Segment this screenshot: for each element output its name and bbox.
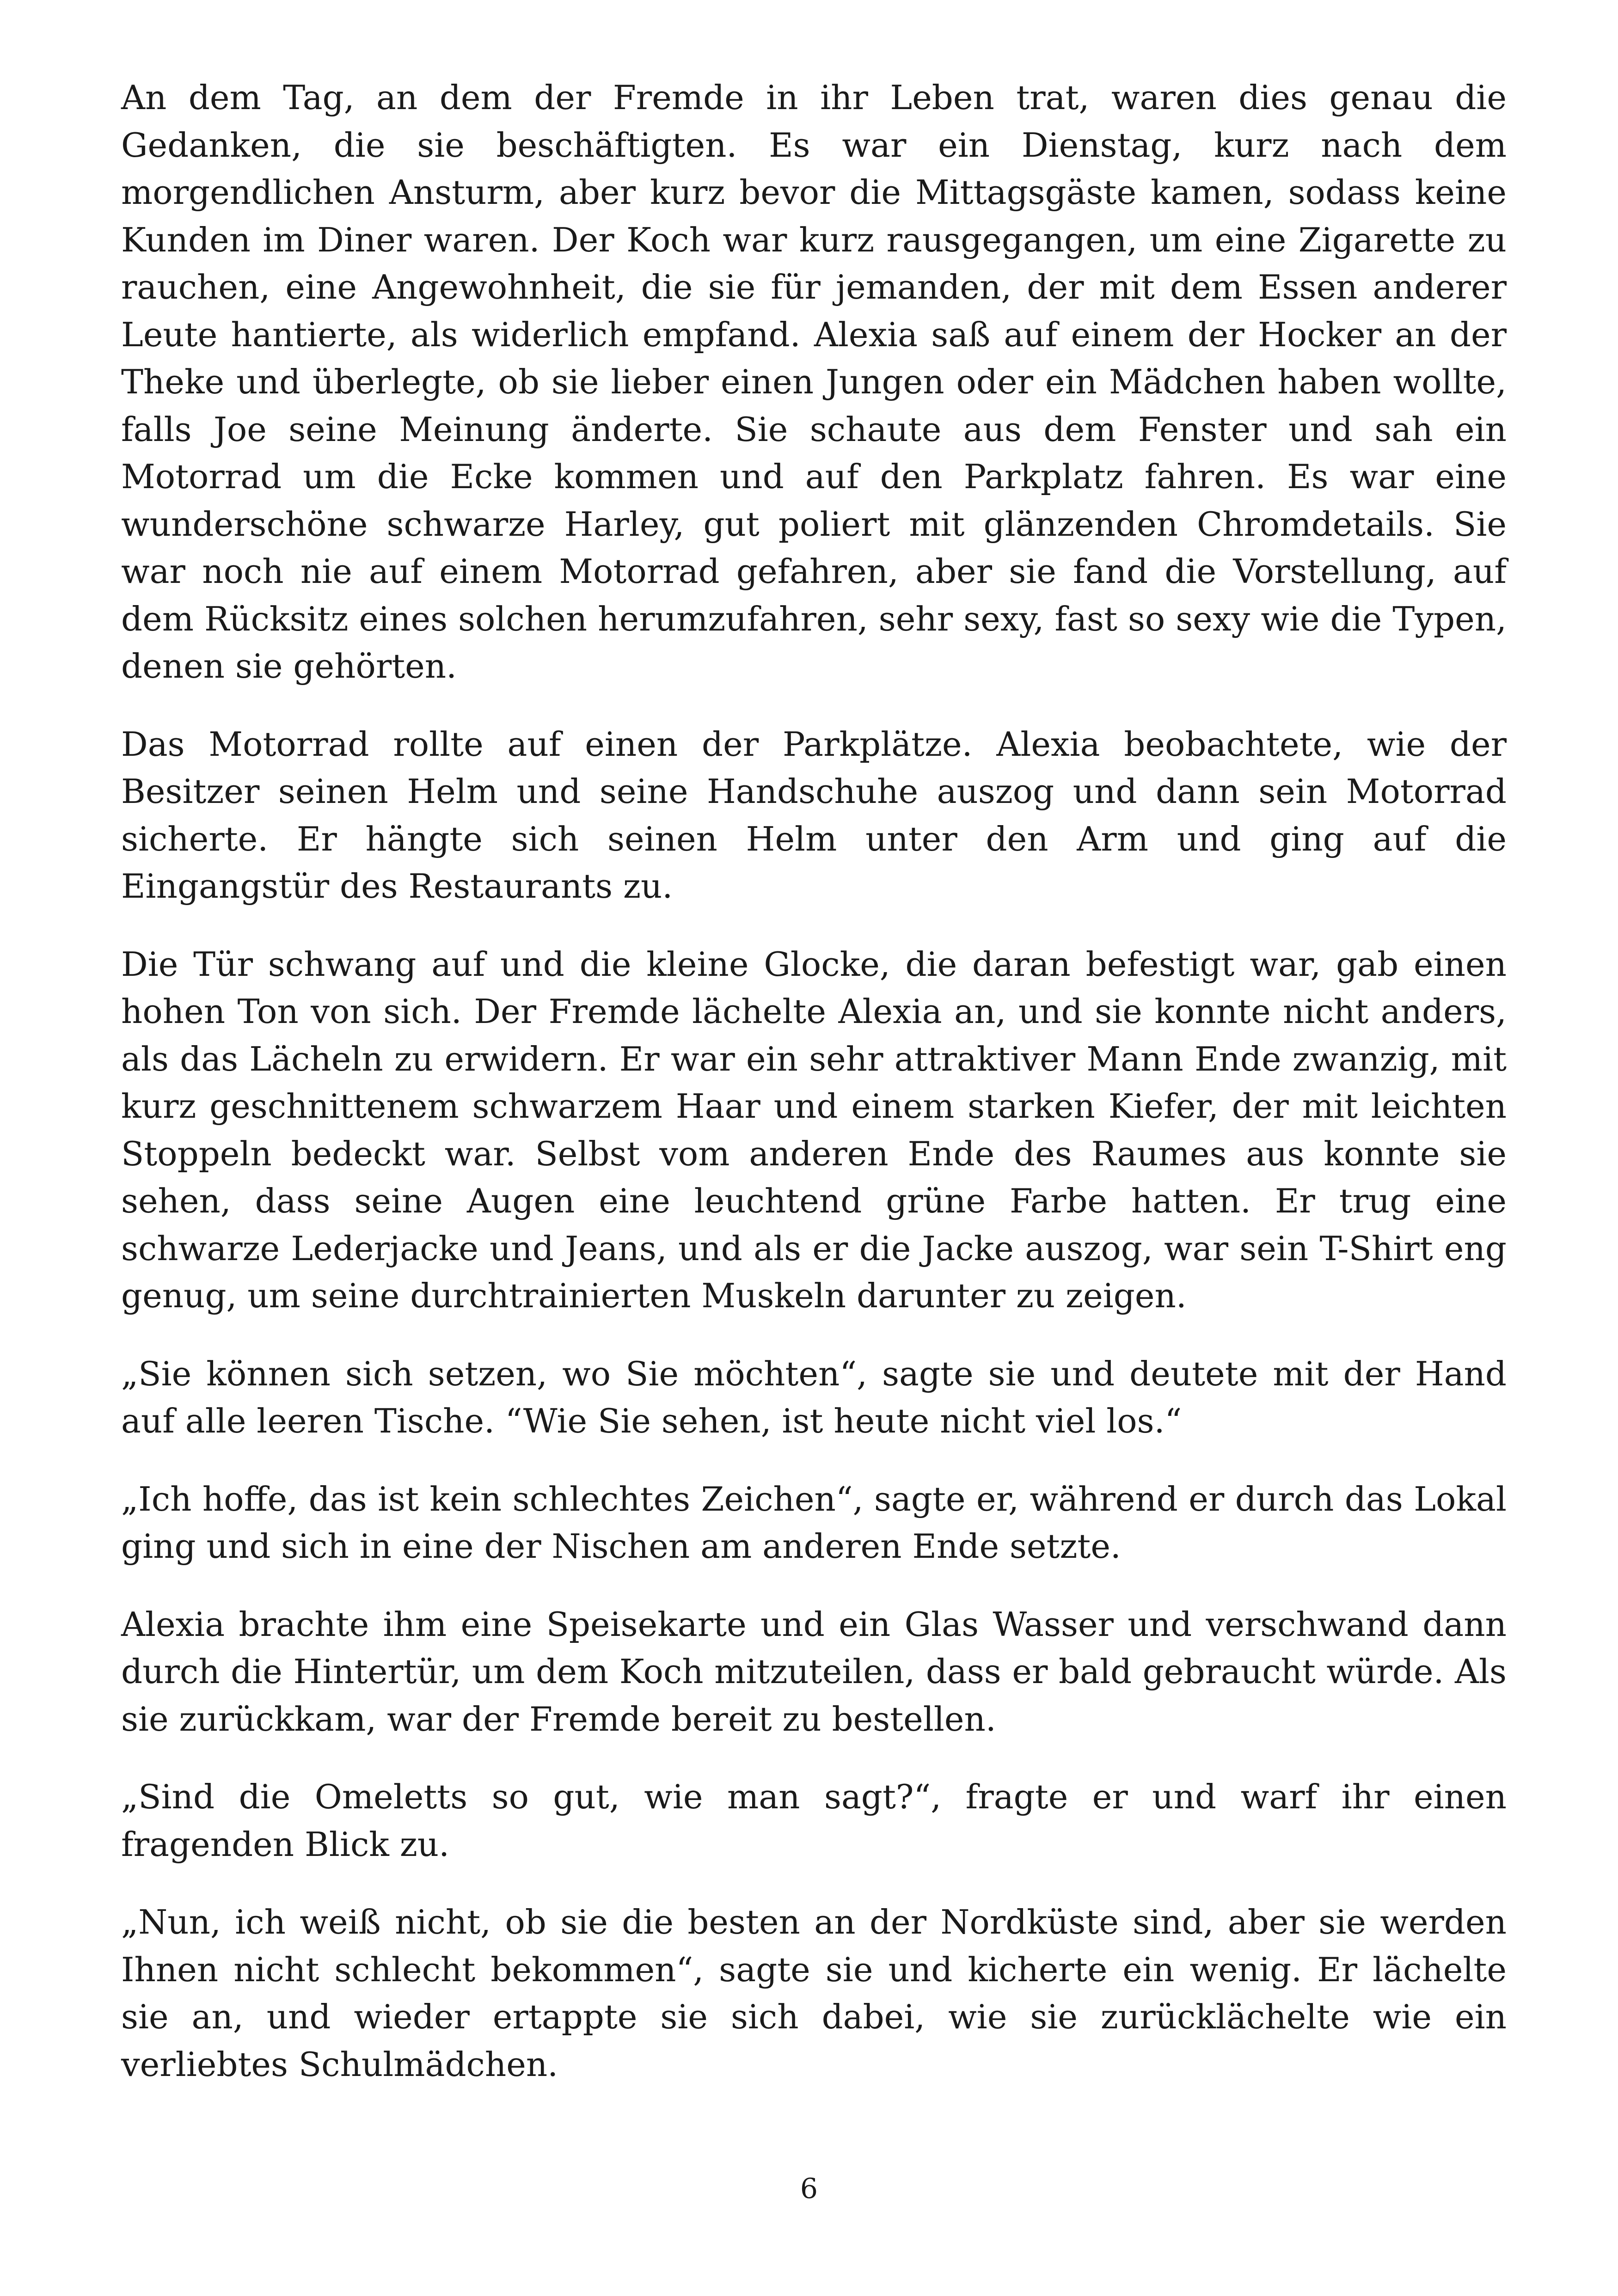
body-text [121, 74, 1507, 2118]
paragraph-7: „Sind die Omeletts so gut, wie man sagt?“, fragte er und warf ihr einen fragenden Blick zu. [121, 1777, 1507, 1864]
paragraph-5: „Ich hoffe, das ist kein schlechtes Zeichen“, sagte er, während er durch das Lokal ging und sich in eine der Nischen am anderen Ende setzte. [121, 1479, 1507, 1566]
paragraph-1: An dem Tag, an dem der Fremde in ihr Leben trat, waren dies genau die Gedanken, die sie beschäftigten. Es war ein Dienstag, kurz nach dem morgendlichen Ansturm, aber kurz bevor die Mittagsgäste kamen, sodass keine Kunden im Diner waren. Der Koch war kurz rausgegangen, um eine Zigarette zu rauchen, eine Angewohnheit, die sie für jemanden, der mit dem Essen anderer Leute hantierte, als widerlich empfand. Alexia saß auf einem der Hocker an der Theke und überlegte, ob sie lieber einen Jungen oder ein Mädchen haben wollte, falls Joe seine Meinung änderte. Sie schaute aus dem Fenster und sah ein Motorrad um die Ecke kommen und auf den Parkplatz fahren. Es war eine wunderschöne schwarze Harley, gut poliert mit glänzenden Chromdetails. Sie war noch nie auf einem Motorrad gefahren, aber sie fand die Vorstellung, auf dem Rücksitz eines solchen herumzufahren, sehr sexy, fast so sexy wie die Typen, denen sie gehörten. [121, 78, 1507, 686]
paragraph-8: „Nun, ich weiß nicht, ob sie die besten an der Nordküste sind, aber sie werden Ihnen nicht schlecht bekommen“, sagte sie und kicherte ein wenig. Er lächelte sie an, und wieder ertappte sie sich dabei, wie sie zurücklächelte wie ein verliebtes Schulmädchen. [121, 1903, 1507, 2084]
page-number: 6 [800, 2173, 818, 2205]
paragraph-4: „Sie können sich setzen, wo Sie möchten“, sagte sie und deutete mit der Hand auf alle leeren Tische. “Wie Sie sehen, ist heute nicht viel los.“ [121, 1354, 1507, 1440]
paragraph-6: Alexia brachte ihm eine Speisekarte und ein Glas Wasser und verschwand dann durch die Hintertür, um dem Koch mitzuteilen, dass er bald gebraucht würde. Als sie zurückkam, war der Fremde bereit zu bestellen. [121, 1604, 1507, 1739]
paragraph-3: Die Tür schwang auf und die kleine Glocke, die daran befestigt war, gab einen hohen Ton von sich. Der Fremde lächelte Alexia an, und sie konnte nicht anders, als das Lächeln zu erwidern. Er war ein sehr attraktiver Mann Ende zwanzig, mit kurz geschnittenem schwarzem Haar und einem starken Kiefer, der mit leichten Stoppeln bedeckt war. Selbst vom anderen Ende des Raumes aus konnte sie sehen, dass seine Augen eine leuchtend grüne Farbe hatten. Er trug eine schwarze Lederjacke und Jeans, und als er die Jacke auszog, war sein T-Shirt eng genug, um seine durchtrainierten Muskeln darunter zu zeigen. [121, 944, 1507, 1315]
paragraph-2: Das Motorrad rollte auf einen der Parkplätze. Alexia beobachtete, wie der Besitzer seinen Helm und seine Handschuhe auszog und dann sein Motorrad sicherte. Er hängte sich seinen Helm unter den Arm und ging auf die Eingangstür des Restaurants zu. [121, 724, 1507, 906]
